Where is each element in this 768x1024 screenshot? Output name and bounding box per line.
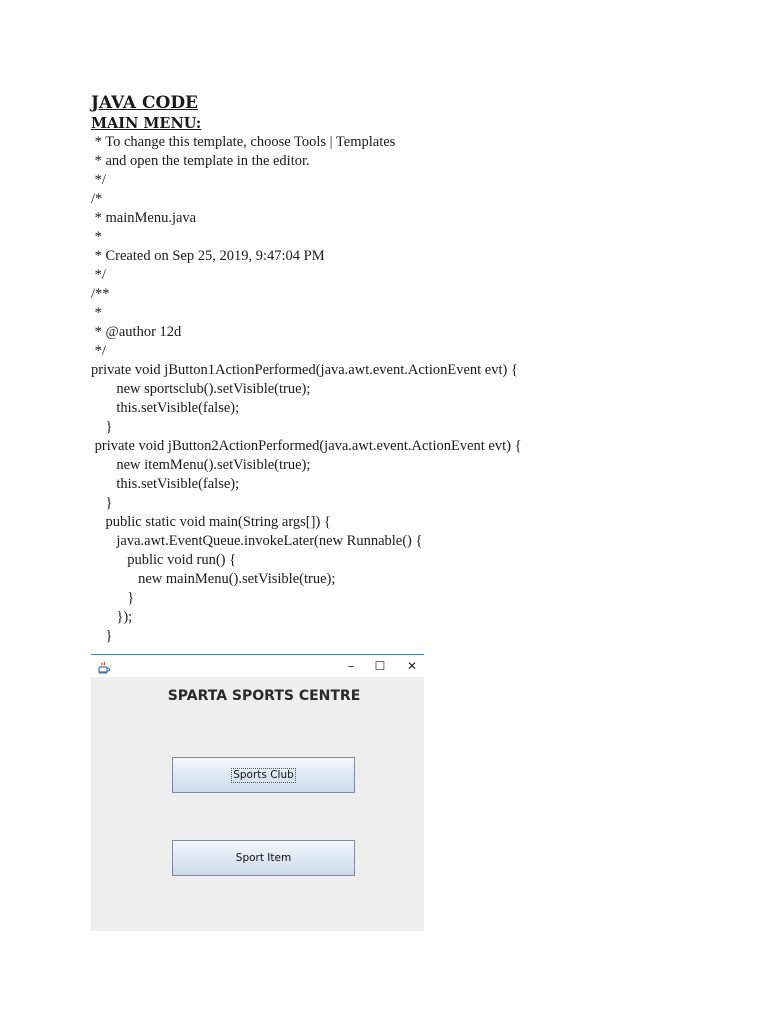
code-line: * — [91, 229, 102, 245]
window-titlebar — [91, 654, 424, 677]
sport-item-button-label: Sport Item — [235, 852, 292, 864]
sports-club-button[interactable] — [172, 757, 355, 793]
java-coffee-icon — [97, 659, 111, 673]
code-line: private void jButton2ActionPerformed(java.awt.event.ActionEvent evt) { — [91, 438, 522, 454]
minimize-button[interactable]: – — [348, 659, 354, 673]
code-line: * Created on Sep 25, 2019, 9:47:04 PM — [91, 248, 325, 264]
code-line: */ — [91, 343, 106, 359]
code-line: * mainMenu.java — [91, 210, 197, 226]
code-line: } — [91, 628, 113, 644]
window-content — [91, 677, 424, 931]
main-menu-window — [91, 654, 424, 931]
code-line: new itemMenu().setVisible(true); — [91, 457, 311, 473]
code-line: new mainMenu().setVisible(true); — [91, 571, 336, 587]
code-line: public static void main(String args[]) { — [91, 514, 331, 530]
code-line: } — [91, 590, 135, 606]
code-line: * and open the template in the editor. — [91, 153, 310, 169]
code-line: * To change this template, choose Tools | Templates — [91, 134, 396, 150]
code-line: } — [91, 495, 113, 511]
code-line: this.setVisible(false); — [91, 476, 240, 492]
sport-item-button[interactable] — [172, 840, 355, 876]
code-line: this.setVisible(false); — [91, 400, 240, 416]
code-line: }); — [91, 609, 133, 625]
document-heading: JAVA CODE — [91, 93, 199, 113]
app-title: SPARTA SPORTS CENTRE — [167, 688, 361, 704]
code-line: private void jButton1ActionPerformed(java.awt.event.ActionEvent evt) { — [91, 362, 518, 378]
code-line: */ — [91, 267, 106, 283]
code-line: public void run() { — [91, 552, 237, 568]
code-line: * @author 12d — [91, 324, 182, 340]
sports-club-button-label: Sports Club — [233, 768, 294, 781]
document-subheading: MAIN MENU: — [91, 115, 202, 132]
code-line: } — [91, 419, 113, 435]
close-button[interactable]: ✕ — [406, 659, 418, 673]
code-line: /** — [91, 286, 110, 302]
code-line: */ — [91, 172, 106, 188]
code-line: new sportsclub().setVisible(true); — [91, 381, 311, 397]
code-line: /* — [91, 191, 103, 207]
code-line: java.awt.EventQueue.invokeLater(new Runnable() { — [91, 533, 423, 549]
code-line: * — [91, 305, 102, 321]
maximize-button[interactable]: ☐ — [374, 659, 386, 673]
